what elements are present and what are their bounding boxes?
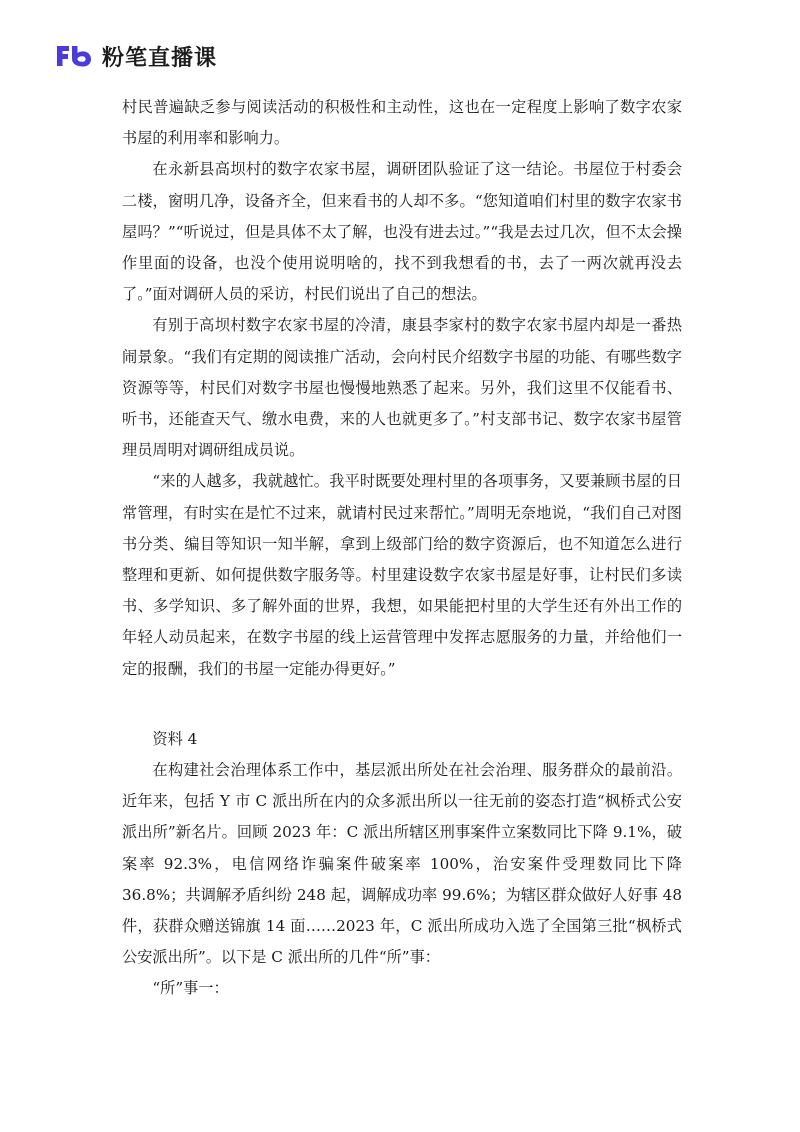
section-heading: 资料 4 [152, 729, 198, 748]
paragraph-lijia-village: 有别于高坝村数字农家书屋的冷清，康县李家村的数字农家书屋内却是一番热闹景象。“我们有定期的阅读推广活动，会向村民介绍数字书屋的功能、有哪些数字资源等等，村民们对数字书屋也慢慢地熟悉了起来。另外，我们这里不仅能看书、听书，还能查天气、缴水电费，来的人也就更多了。”村支部书记、数字农家书屋管理员周明对调研组成员说。 [122, 316, 682, 460]
section-spacer [122, 685, 682, 724]
paragraph-gaoba-village: 在永新县高坝村的数字农家书屋，调研团队验证了这一结论。书屋位于村委会二楼，窗明几净，设备齐全，但来看书的人却不多。“您知道咱们村里的数字农家书屋吗？”“听说过，但是具体不太了解，也没有进去过。”“我是去过几次，但不太会操作里面的设备，也没个使用说明啥的，找不到我想看的书，去了一两次就再没去了。”面对调研人员的采访，村民们说出了自己的想法。 [122, 160, 682, 304]
paragraph-zhouming-quote: “来的人越多，我就越忙。我平时既要处理村里的各项事务，又要兼顾书屋的日常管理，有时实在是忙不过来，就请村民过来帮忙。”周明无奈地说，“我们自己对图书分类、编目等知识一知半解，拿到上级部门给的数字资源后，也不知道怎么进行整理和更新、如何提供数字服务等。村里建设数字农家书屋是好事，让村民们多读书、多学知识、多了解外面的世界，我想，如果能把村里的大学生还有外出工作的年轻人动员起来，在数字书屋的线上运营管理中发挥志愿服务的力量，并给他们一定的报酬，我们的书屋一定能办得更好。” [122, 472, 682, 678]
document-body [122, 92, 682, 1005]
paragraph-police-station: 在构建社会治理体系工作中，基层派出所处在社会治理、服务群众的最前沿。近年来，包括 Y 市 C 派出所在内的众多派出所以一往无前的姿态打造“枫桥式公安派出所”新名片。回顾 2023 年：C 派出所辖区刑事案件立案数同比下降 9.1%，破案率 92.3%，电信网络诈骗案件破案率 100%，治安案件受理数同比下降 36.8%；共调解矛盾纠纷 248 起，调解成功率 99.6%；为辖区群众做好人好事 48 件，获群众赠送锦旗 14 面……2023 年，C 派出所成功入选了全国第三批“枫桥式公安派出所”。以下是 C 派出所的几件“所”事： [122, 761, 682, 967]
paragraph-continued: 村民普遍缺乏参与阅读活动的积极性和主动性，这也在一定程度上影响了数字农家书屋的利用率和影响力。 [122, 98, 682, 148]
fenbi-logo-icon [54, 43, 94, 69]
paragraph-matter-one: “所”事一： [152, 979, 229, 998]
brand-name: 粉笔直播课 [102, 45, 218, 71]
page-header [54, 40, 217, 72]
